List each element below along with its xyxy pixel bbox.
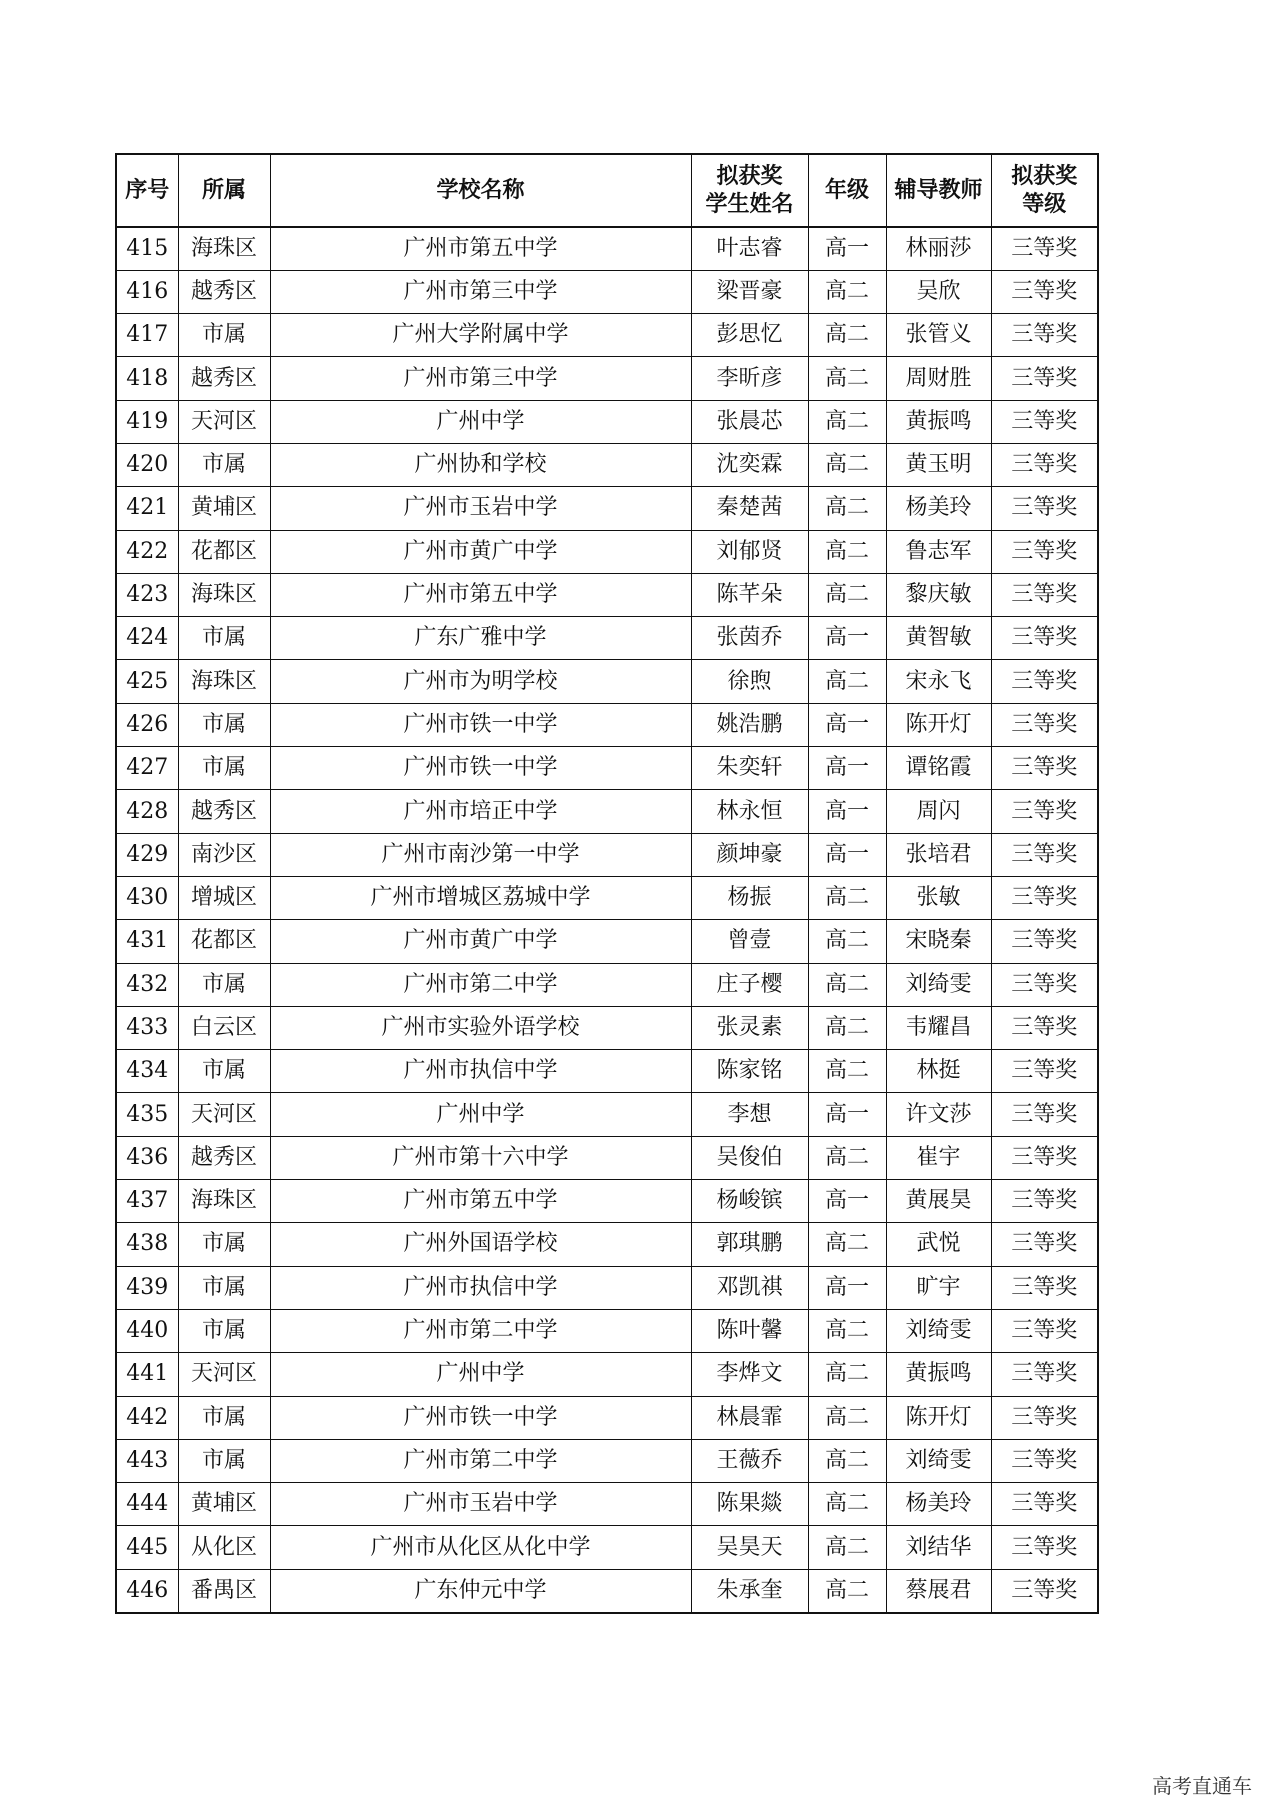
cell-student: 张茵乔 bbox=[691, 617, 808, 660]
cell-school: 广州市为明学校 bbox=[270, 660, 691, 703]
cell-award: 三等奖 bbox=[991, 1006, 1098, 1049]
cell-index: 417 bbox=[116, 314, 178, 357]
table-row bbox=[116, 530, 1098, 573]
cell-index: 439 bbox=[116, 1266, 178, 1309]
cell-student: 彭思忆 bbox=[691, 314, 808, 357]
cell-teacher: 黄玉明 bbox=[886, 443, 991, 486]
table-row bbox=[116, 660, 1098, 703]
cell-index: 443 bbox=[116, 1439, 178, 1482]
header-student-line1: 拟获奖 bbox=[716, 163, 783, 189]
cell-teacher: 陈开灯 bbox=[886, 703, 991, 746]
cell-award: 三等奖 bbox=[991, 1569, 1098, 1612]
cell-student: 徐煦 bbox=[691, 660, 808, 703]
cell-grade: 高二 bbox=[808, 1396, 886, 1439]
cell-index: 435 bbox=[116, 1093, 178, 1136]
header-award-line2: 等级 bbox=[1022, 191, 1067, 217]
cell-district: 黄埔区 bbox=[178, 487, 270, 530]
cell-grade: 高二 bbox=[808, 314, 886, 357]
cell-district: 海珠区 bbox=[178, 227, 270, 270]
cell-school: 广州市第三中学 bbox=[270, 357, 691, 400]
cell-teacher: 武悦 bbox=[886, 1223, 991, 1266]
header-student bbox=[691, 154, 808, 227]
header-student-line2: 学生姓名 bbox=[705, 191, 794, 217]
table-row bbox=[116, 1396, 1098, 1439]
cell-district: 市属 bbox=[178, 1439, 270, 1482]
cell-school: 广州市执信中学 bbox=[270, 1050, 691, 1093]
cell-index: 440 bbox=[116, 1309, 178, 1352]
cell-index: 418 bbox=[116, 357, 178, 400]
watermark-text: 高考直通车 bbox=[1152, 1774, 1252, 1798]
cell-school: 广州市第三中学 bbox=[270, 270, 691, 313]
cell-grade: 高二 bbox=[808, 357, 886, 400]
cell-district: 市属 bbox=[178, 1309, 270, 1352]
cell-district: 市属 bbox=[178, 617, 270, 660]
cell-index: 432 bbox=[116, 963, 178, 1006]
table-row bbox=[116, 1006, 1098, 1049]
cell-grade: 高二 bbox=[808, 660, 886, 703]
table-row bbox=[116, 1180, 1098, 1223]
cell-index: 419 bbox=[116, 400, 178, 443]
cell-student: 朱奕轩 bbox=[691, 747, 808, 790]
cell-teacher: 杨美玲 bbox=[886, 1483, 991, 1526]
cell-student: 叶志睿 bbox=[691, 227, 808, 270]
cell-grade: 高一 bbox=[808, 747, 886, 790]
cell-grade: 高一 bbox=[808, 617, 886, 660]
cell-grade: 高二 bbox=[808, 270, 886, 313]
cell-school: 广州中学 bbox=[270, 1353, 691, 1396]
cell-district: 市属 bbox=[178, 1050, 270, 1093]
cell-district: 市属 bbox=[178, 1223, 270, 1266]
table-row bbox=[116, 790, 1098, 833]
table-row bbox=[116, 876, 1098, 919]
cell-teacher: 宋晓秦 bbox=[886, 920, 991, 963]
header-district: 所属 bbox=[178, 154, 270, 227]
cell-grade: 高二 bbox=[808, 1569, 886, 1612]
cell-teacher: 鲁志军 bbox=[886, 530, 991, 573]
cell-student: 陈芊朵 bbox=[691, 573, 808, 616]
cell-student: 颜坤豪 bbox=[691, 833, 808, 876]
cell-index: 446 bbox=[116, 1569, 178, 1612]
cell-index: 438 bbox=[116, 1223, 178, 1266]
cell-award: 三等奖 bbox=[991, 357, 1098, 400]
cell-award: 三等奖 bbox=[991, 920, 1098, 963]
cell-student: 杨峻镔 bbox=[691, 1180, 808, 1223]
cell-district: 海珠区 bbox=[178, 573, 270, 616]
cell-grade: 高二 bbox=[808, 920, 886, 963]
cell-student: 朱承奎 bbox=[691, 1569, 808, 1612]
cell-award: 三等奖 bbox=[991, 1093, 1098, 1136]
cell-index: 429 bbox=[116, 833, 178, 876]
cell-index: 434 bbox=[116, 1050, 178, 1093]
cell-school: 广州协和学校 bbox=[270, 443, 691, 486]
cell-student: 沈奕霖 bbox=[691, 443, 808, 486]
cell-student: 张晨芯 bbox=[691, 400, 808, 443]
cell-school: 广州市第二中学 bbox=[270, 1439, 691, 1482]
cell-school: 广州市第五中学 bbox=[270, 227, 691, 270]
header-grade: 年级 bbox=[808, 154, 886, 227]
cell-grade: 高二 bbox=[808, 487, 886, 530]
cell-award: 三等奖 bbox=[991, 1439, 1098, 1482]
cell-district: 黄埔区 bbox=[178, 1483, 270, 1526]
award-list-table bbox=[115, 153, 1099, 1614]
cell-school: 广州市培正中学 bbox=[270, 790, 691, 833]
table-row bbox=[116, 270, 1098, 313]
table-row bbox=[116, 703, 1098, 746]
cell-award: 三等奖 bbox=[991, 1050, 1098, 1093]
cell-index: 428 bbox=[116, 790, 178, 833]
cell-district: 天河区 bbox=[178, 1093, 270, 1136]
cell-index: 426 bbox=[116, 703, 178, 746]
cell-district: 市属 bbox=[178, 1266, 270, 1309]
cell-grade: 高二 bbox=[808, 1439, 886, 1482]
cell-teacher: 旷宇 bbox=[886, 1266, 991, 1309]
cell-teacher: 许文莎 bbox=[886, 1093, 991, 1136]
table-row bbox=[116, 1439, 1098, 1482]
cell-grade: 高二 bbox=[808, 1309, 886, 1352]
cell-school: 广州市玉岩中学 bbox=[270, 1483, 691, 1526]
cell-student: 林永恒 bbox=[691, 790, 808, 833]
cell-index: 420 bbox=[116, 443, 178, 486]
cell-grade: 高二 bbox=[808, 530, 886, 573]
cell-index: 421 bbox=[116, 487, 178, 530]
cell-student: 郭琪鹏 bbox=[691, 1223, 808, 1266]
cell-index: 430 bbox=[116, 876, 178, 919]
cell-school: 广州市增城区荔城中学 bbox=[270, 876, 691, 919]
cell-award: 三等奖 bbox=[991, 1223, 1098, 1266]
cell-school: 广东仲元中学 bbox=[270, 1569, 691, 1612]
cell-student: 李想 bbox=[691, 1093, 808, 1136]
table-row bbox=[116, 833, 1098, 876]
table-row bbox=[116, 487, 1098, 530]
table-row bbox=[116, 617, 1098, 660]
cell-index: 444 bbox=[116, 1483, 178, 1526]
cell-index: 436 bbox=[116, 1136, 178, 1179]
cell-district: 花都区 bbox=[178, 530, 270, 573]
cell-grade: 高二 bbox=[808, 443, 886, 486]
cell-award: 三等奖 bbox=[991, 1353, 1098, 1396]
cell-student: 庄子樱 bbox=[691, 963, 808, 1006]
cell-school: 广州市从化区从化中学 bbox=[270, 1526, 691, 1569]
cell-school: 广州市铁一中学 bbox=[270, 703, 691, 746]
cell-grade: 高一 bbox=[808, 1093, 886, 1136]
cell-school: 广州市玉岩中学 bbox=[270, 487, 691, 530]
cell-school: 广州市铁一中学 bbox=[270, 1396, 691, 1439]
cell-award: 三等奖 bbox=[991, 1526, 1098, 1569]
cell-teacher: 宋永飞 bbox=[886, 660, 991, 703]
cell-teacher: 黄智敏 bbox=[886, 617, 991, 660]
cell-district: 海珠区 bbox=[178, 660, 270, 703]
cell-school: 广州中学 bbox=[270, 1093, 691, 1136]
cell-school: 广州市南沙第一中学 bbox=[270, 833, 691, 876]
table-row bbox=[116, 747, 1098, 790]
cell-award: 三等奖 bbox=[991, 1266, 1098, 1309]
cell-district: 天河区 bbox=[178, 400, 270, 443]
cell-district: 越秀区 bbox=[178, 790, 270, 833]
cell-teacher: 张管义 bbox=[886, 314, 991, 357]
cell-school: 广州市黄广中学 bbox=[270, 530, 691, 573]
cell-student: 陈叶馨 bbox=[691, 1309, 808, 1352]
table-row bbox=[116, 1093, 1098, 1136]
cell-district: 市属 bbox=[178, 963, 270, 1006]
cell-index: 422 bbox=[116, 530, 178, 573]
cell-index: 442 bbox=[116, 1396, 178, 1439]
cell-award: 三等奖 bbox=[991, 833, 1098, 876]
cell-index: 427 bbox=[116, 747, 178, 790]
cell-index: 431 bbox=[116, 920, 178, 963]
cell-grade: 高一 bbox=[808, 833, 886, 876]
table-row bbox=[116, 1569, 1098, 1612]
cell-teacher: 黄展昊 bbox=[886, 1180, 991, 1223]
cell-teacher: 林挺 bbox=[886, 1050, 991, 1093]
table-body bbox=[116, 227, 1098, 1613]
cell-student: 曾壹 bbox=[691, 920, 808, 963]
cell-index: 415 bbox=[116, 227, 178, 270]
cell-student: 吴昊天 bbox=[691, 1526, 808, 1569]
cell-grade: 高一 bbox=[808, 703, 886, 746]
cell-school: 广州市黄广中学 bbox=[270, 920, 691, 963]
cell-teacher: 吴欣 bbox=[886, 270, 991, 313]
cell-grade: 高一 bbox=[808, 1266, 886, 1309]
cell-award: 三等奖 bbox=[991, 660, 1098, 703]
table-row bbox=[116, 1309, 1098, 1352]
table-row bbox=[116, 1353, 1098, 1396]
table-row bbox=[116, 1526, 1098, 1569]
cell-grade: 高二 bbox=[808, 1006, 886, 1049]
cell-student: 张灵素 bbox=[691, 1006, 808, 1049]
cell-grade: 高二 bbox=[808, 573, 886, 616]
cell-grade: 高二 bbox=[808, 1223, 886, 1266]
cell-district: 市属 bbox=[178, 443, 270, 486]
cell-school: 广州外国语学校 bbox=[270, 1223, 691, 1266]
cell-award: 三等奖 bbox=[991, 617, 1098, 660]
cell-district: 市属 bbox=[178, 314, 270, 357]
cell-teacher: 刘绮雯 bbox=[886, 1309, 991, 1352]
cell-teacher: 张敏 bbox=[886, 876, 991, 919]
cell-grade: 高二 bbox=[808, 876, 886, 919]
cell-student: 邓凯祺 bbox=[691, 1266, 808, 1309]
cell-school: 广州市第二中学 bbox=[270, 1309, 691, 1352]
cell-index: 416 bbox=[116, 270, 178, 313]
cell-district: 番禺区 bbox=[178, 1569, 270, 1612]
cell-teacher: 韦耀昌 bbox=[886, 1006, 991, 1049]
cell-index: 423 bbox=[116, 573, 178, 616]
table-row bbox=[116, 1223, 1098, 1266]
header-award-line1: 拟获奖 bbox=[1011, 163, 1078, 189]
cell-student: 李昕彦 bbox=[691, 357, 808, 400]
cell-student: 陈家铭 bbox=[691, 1050, 808, 1093]
cell-award: 三等奖 bbox=[991, 747, 1098, 790]
cell-award: 三等奖 bbox=[991, 1483, 1098, 1526]
cell-award: 三等奖 bbox=[991, 1136, 1098, 1179]
cell-student: 秦楚茜 bbox=[691, 487, 808, 530]
cell-grade: 高一 bbox=[808, 1180, 886, 1223]
cell-student: 陈果燚 bbox=[691, 1483, 808, 1526]
cell-district: 花都区 bbox=[178, 920, 270, 963]
cell-student: 杨振 bbox=[691, 876, 808, 919]
cell-teacher: 蔡展君 bbox=[886, 1569, 991, 1612]
cell-index: 445 bbox=[116, 1526, 178, 1569]
cell-district: 海珠区 bbox=[178, 1180, 270, 1223]
table-row bbox=[116, 227, 1098, 270]
cell-school: 广州市第五中学 bbox=[270, 573, 691, 616]
cell-award: 三等奖 bbox=[991, 227, 1098, 270]
cell-district: 增城区 bbox=[178, 876, 270, 919]
cell-award: 三等奖 bbox=[991, 487, 1098, 530]
cell-teacher: 刘绮雯 bbox=[886, 963, 991, 1006]
table-row bbox=[116, 1483, 1098, 1526]
cell-teacher: 黎庆敏 bbox=[886, 573, 991, 616]
cell-teacher: 周财胜 bbox=[886, 357, 991, 400]
cell-district: 市属 bbox=[178, 703, 270, 746]
cell-student: 吴俊伯 bbox=[691, 1136, 808, 1179]
cell-teacher: 崔宇 bbox=[886, 1136, 991, 1179]
cell-grade: 高一 bbox=[808, 790, 886, 833]
table-row bbox=[116, 1050, 1098, 1093]
cell-index: 433 bbox=[116, 1006, 178, 1049]
table-row bbox=[116, 357, 1098, 400]
cell-school: 广东广雅中学 bbox=[270, 617, 691, 660]
cell-district: 越秀区 bbox=[178, 1136, 270, 1179]
cell-grade: 高二 bbox=[808, 400, 886, 443]
cell-teacher: 黄振鸣 bbox=[886, 1353, 991, 1396]
cell-award: 三等奖 bbox=[991, 1309, 1098, 1352]
cell-teacher: 林丽莎 bbox=[886, 227, 991, 270]
header-index: 序号 bbox=[116, 154, 178, 227]
cell-district: 从化区 bbox=[178, 1526, 270, 1569]
cell-award: 三等奖 bbox=[991, 1180, 1098, 1223]
cell-district: 南沙区 bbox=[178, 833, 270, 876]
cell-school: 广州市实验外语学校 bbox=[270, 1006, 691, 1049]
cell-student: 刘郁贤 bbox=[691, 530, 808, 573]
cell-index: 424 bbox=[116, 617, 178, 660]
table-row bbox=[116, 400, 1098, 443]
header-award bbox=[991, 154, 1098, 227]
cell-teacher: 刘绮雯 bbox=[886, 1439, 991, 1482]
cell-index: 437 bbox=[116, 1180, 178, 1223]
cell-grade: 高二 bbox=[808, 1136, 886, 1179]
cell-district: 越秀区 bbox=[178, 357, 270, 400]
table-row bbox=[116, 314, 1098, 357]
cell-teacher: 谭铭霞 bbox=[886, 747, 991, 790]
table-row bbox=[116, 573, 1098, 616]
cell-student: 王薇乔 bbox=[691, 1439, 808, 1482]
cell-student: 姚浩鹏 bbox=[691, 703, 808, 746]
cell-grade: 高二 bbox=[808, 1353, 886, 1396]
cell-district: 越秀区 bbox=[178, 270, 270, 313]
cell-award: 三等奖 bbox=[991, 443, 1098, 486]
cell-award: 三等奖 bbox=[991, 1396, 1098, 1439]
cell-grade: 高二 bbox=[808, 1050, 886, 1093]
cell-grade: 高一 bbox=[808, 227, 886, 270]
cell-award: 三等奖 bbox=[991, 790, 1098, 833]
cell-school: 广州中学 bbox=[270, 400, 691, 443]
cell-school: 广州市执信中学 bbox=[270, 1266, 691, 1309]
cell-school: 广州市第二中学 bbox=[270, 963, 691, 1006]
cell-student: 梁晋豪 bbox=[691, 270, 808, 313]
cell-award: 三等奖 bbox=[991, 530, 1098, 573]
cell-student: 李烨文 bbox=[691, 1353, 808, 1396]
cell-award: 三等奖 bbox=[991, 400, 1098, 443]
table-row bbox=[116, 1136, 1098, 1179]
cell-district: 天河区 bbox=[178, 1353, 270, 1396]
cell-school: 广州市第十六中学 bbox=[270, 1136, 691, 1179]
cell-award: 三等奖 bbox=[991, 963, 1098, 1006]
table-header-row bbox=[116, 154, 1098, 227]
cell-index: 441 bbox=[116, 1353, 178, 1396]
cell-teacher: 周闪 bbox=[886, 790, 991, 833]
cell-student: 林晨霏 bbox=[691, 1396, 808, 1439]
cell-district: 市属 bbox=[178, 747, 270, 790]
cell-district: 市属 bbox=[178, 1396, 270, 1439]
cell-teacher: 黄振鸣 bbox=[886, 400, 991, 443]
cell-grade: 高二 bbox=[808, 1483, 886, 1526]
cell-grade: 高二 bbox=[808, 1526, 886, 1569]
cell-grade: 高二 bbox=[808, 963, 886, 1006]
table-row bbox=[116, 1266, 1098, 1309]
cell-teacher: 陈开灯 bbox=[886, 1396, 991, 1439]
header-teacher: 辅导教师 bbox=[886, 154, 991, 227]
cell-school: 广州市第五中学 bbox=[270, 1180, 691, 1223]
cell-school: 广州大学附属中学 bbox=[270, 314, 691, 357]
cell-school: 广州市铁一中学 bbox=[270, 747, 691, 790]
cell-award: 三等奖 bbox=[991, 703, 1098, 746]
table-row bbox=[116, 920, 1098, 963]
cell-award: 三等奖 bbox=[991, 314, 1098, 357]
cell-teacher: 张培君 bbox=[886, 833, 991, 876]
table-row bbox=[116, 443, 1098, 486]
header-school: 学校名称 bbox=[270, 154, 691, 227]
cell-award: 三等奖 bbox=[991, 573, 1098, 616]
cell-teacher: 杨美玲 bbox=[886, 487, 991, 530]
cell-teacher: 刘结华 bbox=[886, 1526, 991, 1569]
cell-district: 白云区 bbox=[178, 1006, 270, 1049]
cell-award: 三等奖 bbox=[991, 270, 1098, 313]
table-row bbox=[116, 963, 1098, 1006]
cell-index: 425 bbox=[116, 660, 178, 703]
cell-award: 三等奖 bbox=[991, 876, 1098, 919]
